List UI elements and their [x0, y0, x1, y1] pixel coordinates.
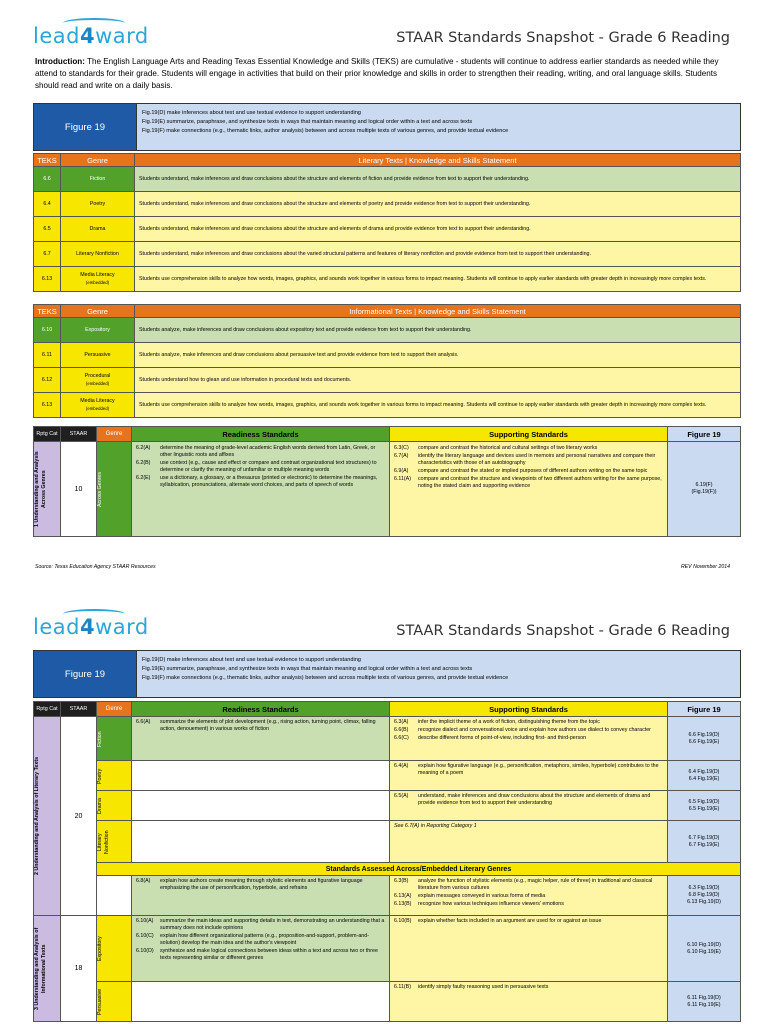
table-row	[34, 343, 741, 368]
figure19-text	[137, 104, 740, 150]
footer-revision: REV November 2014	[680, 564, 730, 570]
genre-sub: (embedded)	[85, 406, 110, 411]
table-row	[34, 982, 741, 1022]
teks-code: 6.13	[34, 393, 61, 418]
col-rptg-cat: Rptg Cat	[34, 427, 61, 442]
genre-label: Literary Nonfiction	[97, 829, 110, 854]
standard-code: 6.13(B)	[394, 901, 412, 907]
supporting-cell	[390, 876, 668, 916]
figure19-cell: 6.5 Fig.19(D) 6.5 Fig.19(E)	[668, 791, 741, 821]
teks-code: 6.12	[34, 368, 61, 393]
reporting-category-1-table	[33, 426, 741, 537]
table-row	[34, 242, 741, 267]
standard-text: compare and contrast the stated or implied purposes of different authors writing on the same topic	[418, 468, 648, 474]
col-readiness: Readiness Standards	[132, 427, 390, 442]
figure19-line: Fig.19(D) make inferences about text and use textual evidence to support understanding	[142, 110, 361, 116]
logo-text-a: lead	[33, 615, 80, 639]
standard-code: 6.9(A)	[394, 468, 409, 474]
standard-text: identify the literary language and devices used in memoirs and personal narratives and compare their characteristics with those of an autobiography	[418, 453, 656, 466]
standard-text: recognize how various techniques influence viewers' emotions	[418, 901, 564, 907]
standard-code: 6.2(B)	[136, 460, 151, 466]
figure19-cell: 6.6 Fig.19(D) 6.6 Fig.19(E)	[668, 717, 741, 761]
teks-code: 6.13	[34, 267, 61, 292]
supporting-cell	[390, 761, 668, 791]
teks-code: 6.11	[34, 343, 61, 368]
figure19-cell: 6.4 Fig.19(D) 6.4 Fig.19(E)	[668, 761, 741, 791]
table-row	[34, 192, 741, 217]
rptg-cat-cell	[34, 916, 61, 1022]
standard-code: 6.10(A)	[136, 918, 154, 924]
figure19-cell: 6.3 Fig.19(D) 6.8 Fig.19(D) 6.13 Fig.19(D)	[668, 876, 741, 916]
col-genre: Genre	[97, 702, 132, 717]
readiness-cell	[132, 442, 390, 537]
readiness-cell	[132, 791, 390, 821]
readiness-standard	[136, 918, 385, 932]
col-figure19: Figure 19	[668, 702, 741, 717]
supporting-standard	[394, 476, 663, 490]
genre-cell	[61, 267, 135, 292]
supporting-standard	[394, 719, 663, 726]
standard-code: 6.3(C)	[394, 445, 409, 451]
readiness-standard	[136, 878, 385, 892]
supporting-standard	[394, 793, 663, 807]
supporting-standard	[394, 735, 663, 742]
table-row	[34, 821, 741, 863]
standard-code: 6.2(E)	[136, 475, 151, 481]
rptg-cat-label: 2 Understanding and Analysis of Literary Texts	[34, 756, 40, 876]
supporting-standard	[394, 878, 663, 892]
figure19-line: Fig.19(D) make inferences about text and use textual evidence to support understanding	[142, 657, 361, 663]
col-teks: TEKS	[34, 305, 61, 318]
standard-text: explain how figurative language (e.g., personification, metaphors, similes, hyperbole) contributes to the meaning of a poem	[418, 763, 659, 776]
rptg-cat-cell	[34, 717, 61, 916]
standard-text: explain how authors create meaning through stylistic elements and figurative language emphasizing the use of personification, hyperbole, and refrains	[160, 878, 363, 891]
figure19-line: Fig.19(E) summarize, paraphrase, and synthesize texts in ways that maintain meaning and logical order within a text and across texts	[142, 119, 473, 125]
table-row	[34, 393, 741, 418]
standard-text: determine the meaning of grade-level academic English words derived from Latin, Greek, or other linguistic roots and affixes	[160, 445, 376, 458]
readiness-cell	[132, 982, 390, 1022]
logo-arc-icon	[63, 18, 125, 28]
genre-label: Procedural	[84, 373, 111, 379]
logo-text-a: lead	[33, 24, 80, 48]
statement-cell: Students analyze, make inferences and draw conclusions about expository text and provide evidence from text to support their understanding.	[135, 318, 741, 343]
supporting-cell	[390, 982, 668, 1022]
standard-code: 6.6(B)	[394, 727, 409, 733]
figure19-cell: 6.7 Fig.19(D) 6.7 Fig.19(E)	[668, 821, 741, 863]
literary-teks-table	[33, 153, 741, 292]
genre-sub: (embedded)	[85, 381, 110, 386]
reporting-category-2-3-table	[33, 701, 741, 1022]
supporting-cell	[390, 442, 668, 537]
standard-code: 6.11(A)	[394, 476, 411, 482]
table-row	[34, 791, 741, 821]
standard-code: 6.3(B)	[394, 878, 409, 884]
genre-label: Poetry	[97, 767, 103, 784]
supporting-cell	[390, 916, 668, 982]
standard-code: 6.5(A)	[394, 793, 409, 799]
genre-cell	[97, 791, 132, 821]
col-genre: Genre	[97, 427, 132, 442]
genre-cell: Literary Nonfiction	[61, 242, 135, 267]
genre-cell	[97, 717, 132, 761]
readiness-cell	[132, 717, 390, 761]
genre-cell	[61, 393, 135, 418]
rptg-cat-label: 1 Understanding and Analysis Across Genres	[34, 451, 47, 527]
genre-sub: (embedded)	[85, 280, 110, 285]
genre-label: Media Literacy	[80, 272, 115, 278]
standard-text: explain messages conveyed in various forms of media	[418, 893, 546, 899]
genre-cell: Persuasive	[61, 343, 135, 368]
standard-text: understand, make inferences and draw conclusions about the structure and elements of drama and provide evidence from text to support their understanding	[418, 793, 651, 806]
figure19-text	[137, 651, 740, 697]
readiness-cell	[132, 916, 390, 982]
table-row	[34, 167, 741, 192]
readiness-standard	[136, 948, 385, 962]
teks-code: 6.6	[34, 167, 61, 192]
statement-cell: Students use comprehension skills to analyze how words, images, graphics, and sounds work together in various forms to impact meaning. Students will continue to apply earlier standards with greater depth in increasingly more complex texts.	[135, 267, 741, 292]
statement-cell: Students understand, make inferences and draw conclusions about the structure and elements of poetry and provide evidence from text to support their understanding.	[135, 192, 741, 217]
page-title-page2: STAAR Standards Snapshot - Grade 6 Reading	[396, 623, 730, 639]
col-staar: STAAR	[61, 427, 97, 442]
table-row	[34, 863, 741, 876]
readiness-standard	[136, 475, 385, 489]
logo-text-b: 4	[79, 24, 96, 48]
standard-text: compare and contrast the historical and cultural settings of two literary works	[418, 445, 598, 451]
table-row	[34, 267, 741, 292]
supporting-cell	[390, 717, 668, 761]
col-readiness: Readiness Standards	[132, 702, 390, 717]
statement-cell: Students understand, make inferences and draw conclusions about the structure and elements of fiction and provide evidence from text to support their understanding.	[135, 167, 741, 192]
teks-code: 6.5	[34, 217, 61, 242]
standard-text: infer the implicit theme of a work of fiction, distinguishing theme from the topic	[418, 719, 600, 725]
logo-text-c: ward	[95, 24, 149, 48]
figure19-line: Fig.19(F) make connections (e.g., thematic links, author analysis) between and across multiple texts of various genres, and provide textual evidence	[142, 128, 509, 134]
standard-text: explain whether facts included in an argument are used for or against an issue	[418, 918, 602, 924]
genre-label: Drama	[97, 797, 103, 814]
staar-count: 10	[61, 442, 97, 537]
standard-code: 6.7(A)	[394, 453, 409, 459]
standard-code: 6.10(D)	[136, 948, 154, 954]
standard-text: identify simply faulty reasoning used in persuasive texts	[418, 984, 549, 990]
page-title: STAAR Standards Snapshot - Grade 6 Reading	[396, 30, 730, 46]
intro-label: Introduction:	[35, 57, 85, 66]
supporting-standard	[394, 727, 663, 734]
col-genre: Genre	[61, 154, 135, 167]
genre-cell	[97, 876, 132, 916]
teks-code: 6.7	[34, 242, 61, 267]
readiness-cell	[132, 761, 390, 791]
table-row	[34, 761, 741, 791]
logo-text-b: 4	[79, 615, 96, 639]
figure19-label: Figure 19	[34, 651, 137, 697]
standard-text: compare and contrast the structure and viewpoints of two different authors writing for the same purpose, noting the stated claim and supporting evidence	[418, 476, 662, 489]
footer-source: Source: Texas Education Agency STAAR Resources	[35, 564, 156, 570]
table-row	[34, 717, 741, 761]
readiness-standard	[136, 933, 385, 947]
genre-cell	[97, 761, 132, 791]
staar-count: 20	[61, 717, 97, 916]
supporting-standard	[394, 984, 663, 991]
lead4ward-logo	[33, 24, 149, 48]
intro-paragraph	[35, 56, 735, 92]
table-row	[34, 318, 741, 343]
genre-cell: Drama	[61, 217, 135, 242]
supporting-standard	[394, 901, 663, 908]
readiness-standard	[136, 445, 385, 459]
col-teks: TEKS	[34, 154, 61, 167]
genre-cell: Poetry	[61, 192, 135, 217]
table-row	[34, 876, 741, 916]
genre-label: Persuasive	[97, 988, 103, 1015]
statement-cell: Students use comprehension skills to analyze how words, images, graphics, and sounds work together in various forms to impact meaning. Students will continue to apply earlier standards with greater depth in increasingly more complex texts.	[135, 393, 741, 418]
standard-text: use a dictionary, a glossary, or a thesaurus (printed or electronic) to determine the meanings, syllabication, pronunciations, alternate word choices, and parts of speech of words	[160, 475, 378, 488]
informational-teks-table	[33, 304, 741, 418]
supporting-standard	[394, 763, 663, 777]
col-statement: Literary Texts | Knowledge and Skills Statement	[135, 154, 741, 167]
statement-cell: Students understand, make inferences and draw conclusions about the structure and elements of drama and provide evidence from text to support their understanding.	[135, 217, 741, 242]
logo-arc-icon	[63, 609, 125, 619]
genre-label: Media Literacy	[80, 398, 115, 404]
standard-text: describe different forms of point-of-view, including first- and third-person	[418, 735, 587, 741]
staar-count: 18	[61, 916, 97, 1022]
standard-code: 6.11(B)	[394, 984, 411, 990]
col-genre: Genre	[61, 305, 135, 318]
figure19-box-page2	[33, 650, 741, 698]
standard-code: 6.6(A)	[136, 719, 151, 725]
table-row	[34, 368, 741, 393]
standard-text: summarize the main ideas and supporting details in text, demonstrating an understanding that a summary does not include opinions	[160, 918, 385, 931]
col-staar: STAAR	[61, 702, 97, 717]
logo-text-c: ward	[95, 615, 149, 639]
figure19-line: Fig.19(F) make connections (e.g., thematic links, author analysis) between and across multiple texts of various genres, and provide textual evidence	[142, 675, 509, 681]
col-statement: Informational Texts | Knowledge and Skills Statement	[135, 305, 741, 318]
teks-code: 6.4	[34, 192, 61, 217]
figure19-box	[33, 103, 741, 151]
genre-cell: Fiction	[61, 167, 135, 192]
standard-code: 6.8(A)	[136, 878, 151, 884]
genre-cell	[97, 916, 132, 982]
genre-label: Across Genres	[97, 471, 103, 507]
supporting-standard	[394, 453, 663, 467]
standard-code: 6.10(C)	[136, 933, 154, 939]
col-figure19: Figure 19	[668, 427, 741, 442]
lead4ward-logo-page2	[33, 615, 149, 639]
figure19-label: Figure 19	[34, 104, 137, 150]
standard-code: 6.6(C)	[394, 735, 409, 741]
standard-text: explain how different organizational patterns (e.g., proposition-and-support, problem-and-solution) develop the main idea and the author's viewpoint	[160, 933, 369, 946]
supporting-standard	[394, 893, 663, 900]
readiness-cell	[132, 821, 390, 863]
figure19-cell: 6.10 Fig.19(D) 6.10 Fig.19(E)	[668, 916, 741, 982]
statement-cell: Students analyze, make inferences and draw conclusions about persuasive text and provide evidence from text to support their analysis.	[135, 343, 741, 368]
figure19-line: Fig.19(E) summarize, paraphrase, and synthesize texts in ways that maintain meaning and logical order within a text and across texts	[142, 666, 473, 672]
table-row	[34, 217, 741, 242]
supporting-cell	[390, 791, 668, 821]
figure19-cell: 6.19(F) (Fig.19(F))	[668, 442, 741, 537]
readiness-standard	[136, 460, 385, 474]
standard-text: recognize dialect and conversational voice and explain how authors use dialect to convey character	[418, 727, 651, 733]
genre-cell	[61, 368, 135, 393]
table-row	[34, 916, 741, 982]
supporting-standard	[394, 445, 663, 452]
standard-text: synthesize and make logical connections between ideas within a text and across two or three texts representing similar or different genres	[160, 948, 378, 961]
supporting-standard	[394, 468, 663, 475]
standard-code: 6.10(B)	[394, 918, 412, 924]
standard-text: use context (e.g., cause and effect or compare and contrast organizational text structures) to determine or clarify the meaning of unfamiliar or multiple meaning words	[160, 460, 377, 473]
readiness-cell	[132, 876, 390, 916]
standard-code: 6.4(A)	[394, 763, 409, 769]
standard-code: 6.2(A)	[136, 445, 151, 451]
table-row	[34, 442, 741, 537]
col-supporting: Supporting Standards	[390, 427, 668, 442]
statement-cell: Students understand how to glean and use information in procedural texts and documents.	[135, 368, 741, 393]
standard-text: analyze the function of stylistic elements (e.g., magic helper, rule of three) in traditional and classical literature from various cultures	[418, 878, 653, 891]
intro-text: The English Language Arts and Reading Texas Essential Knowledge and Skills (TEKS) are cumulative - students will continue to address earlier standards as needed while they attend to standards for their grade. Students will engage in activities that build on their prior knowledge and skills in order to strengthen their reading, writing, and oral language skills. Students should read and write on a daily basis.	[35, 57, 719, 90]
genre-label: Expository	[97, 936, 103, 961]
genre-cell	[97, 442, 132, 537]
teks-code: 6.10	[34, 318, 61, 343]
figure19-cell: 6.11 Fig.19(D) 6.11 Fig.19(E)	[668, 982, 741, 1022]
embedded-genres-header: Standards Assessed Across/Embedded Literary Genres	[97, 863, 741, 876]
rptg-cat-cell	[34, 442, 61, 537]
rptg-cat-label: 3 Understanding and Analysis of Informational Texts	[34, 927, 47, 1010]
standard-code: 6.13(A)	[394, 893, 412, 899]
readiness-standard	[136, 719, 385, 733]
statement-cell: Students understand, make inferences and draw conclusions about the varied structural patterns and features of literary nonfiction and provide evidence from text to support their understanding.	[135, 242, 741, 267]
standard-code: 6.3(A)	[394, 719, 409, 725]
col-rptg-cat: Rptg Cat	[34, 702, 61, 717]
genre-cell	[97, 821, 132, 863]
genre-cell	[97, 982, 132, 1022]
supporting-standard	[394, 918, 663, 925]
col-supporting: Supporting Standards	[390, 702, 668, 717]
standard-text: summarize the elements of plot development (e.g., rising action, turning point, climax, falling action, denouement) in various works of fiction	[160, 719, 376, 732]
genre-cell: Expository	[61, 318, 135, 343]
genre-label: Fiction	[97, 730, 103, 747]
supporting-cell: See 6.7(A) in Reporting Category 1	[390, 821, 668, 863]
